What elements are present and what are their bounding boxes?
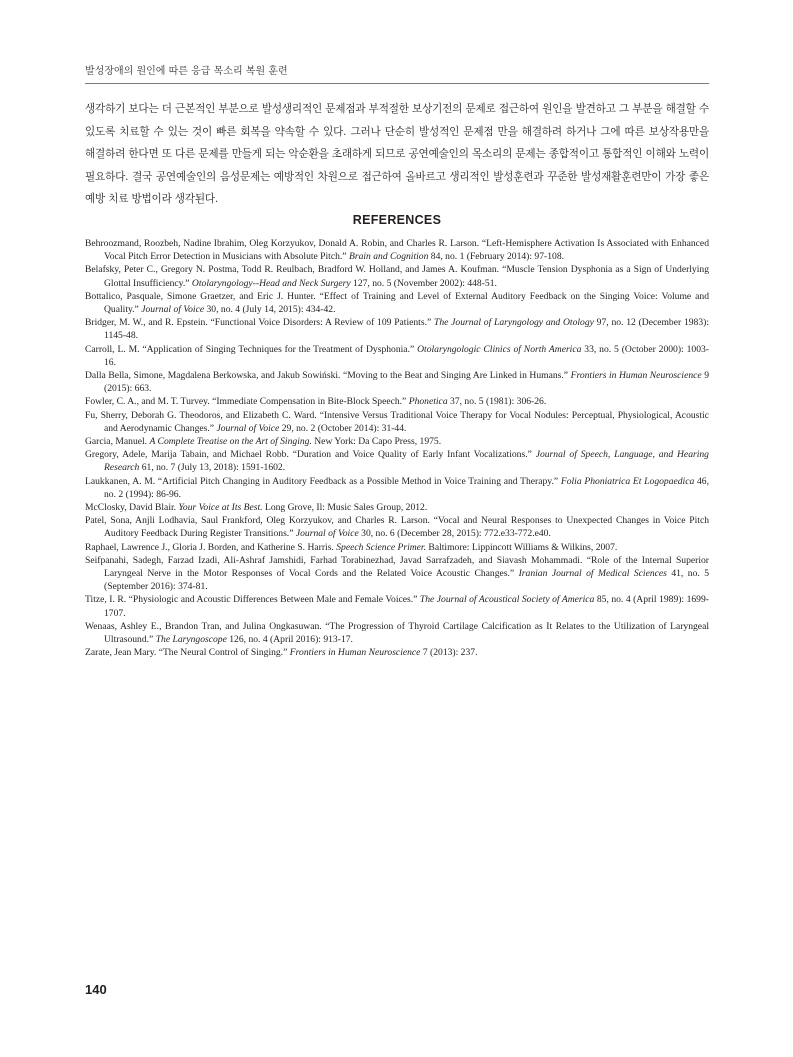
reference-citation-details: 30, no. 4 (July 14, 2015): 434-42. [204,304,336,316]
reference-entry [85,501,709,514]
reference-citation-details: Baltimore: Lippincott Williams & Wilkins, 2007. [426,541,618,553]
reference-entry [85,475,709,501]
reference-text: Titze, I. R. “Physiologic and Acoustic Differences Between Male and Female Voices.” [85,594,420,606]
reference-citation-details: 7 (2013): 237. [420,647,478,659]
reference-entry [85,409,709,435]
reference-text: Behroozmand, Roozbeh, Nadine Ibrahim, Oleg Korzyukov, Donald A. Robin, and Charles R. Larson. “Left-Hemisphere Activation Is Associated with Enhanced Vocal Pitch Error Detection in Musicians with Absolute Pitch.” [85,238,709,263]
reference-citation-details: New York: Da Capo Press, 1975. [311,436,442,448]
body-paragraph: 생각하기 보다는 더 근본적인 부분으로 발성생리적인 문제점과 부적절한 보상기전의 문제로 접근하여 원인을 발견하고 그 부분을 해결할 수 있도록 치료할 수 있는 것이 빠른 회복을 약속할 수 있다. 그러나 단순히 발성적인 문제점 만을 해결하려 하거나 그에 따른 보상작용만을 해결하려 한다면 또 다른 문제를 만들게 되는 악순환을 초래하게 되므로 공연예술인의 목소리의 문제는 종합적이고 통합적인 이해와 노력이 필요하다. 결국 공연예술인의 음성문제는 예방적인 차원으로 접근하여 올바르고 생리적인 발성훈련과 꾸준한 발성재활훈련만이 가장 좋은 예방 치료 방법이라 생각된다. [85,103,709,205]
reference-text: Patel, Sona, Anjli Lodhavia, Saul Frankford, Oleg Korzyukov, and Charles R. Larson. “Vocal and Neural Responses to Unexpected Changes in Voice Pitch Auditory Feedback During Register Transitions.” [85,515,709,540]
reference-source-title: Journal of Voice [295,528,359,540]
reference-source-title: Folia Phoniatrica Et Logopaedica [560,475,695,487]
reference-citation-details: Long Grove, Il: Music Sales Group, 2012. [262,502,428,514]
reference-source-title: Phonetica [408,396,448,408]
reference-entry [85,290,709,316]
reference-source-title: Otolaryngology--Head and Neck Surgery [191,277,351,289]
reference-entry [85,435,709,448]
reference-text: Bridger, M. W., and R. Epstein. “Functional Voice Disorders: A Review of 109 Patients.” [85,317,435,329]
reference-source-title: The Journal of Acoustical Society of America [419,594,595,606]
reference-text: Fu, Sherry, Deborah G. Theodoros, and Elizabeth C. Ward. “Intensive Versus Traditional Voice Therapy for Vocal Nodules: Perceptual, Physiological, Acoustic and Aerodynamic Changes.” [85,409,709,434]
reference-citation-details: 46, no. 2 (1994): 86-96. [104,475,710,500]
reference-entry [85,646,709,659]
reference-citation-details: 126, no. 4 (April 2016): 913-17. [226,634,353,646]
reference-source-title: A Complete Treatise on the Art of Singing. [149,436,312,448]
reference-source-title: Frontiers in Human Neuroscience [570,370,702,382]
reference-text: Belafsky, Peter C., Gregory N. Postma, Todd R. Reulbach, Bradford W. Holland, and James A. Koufman. “Muscle Tension Dysphonia as a Sign of Underlying Glottal Insufficiency.” [85,264,709,289]
reference-citation-details: 127, no. 5 (November 2002): 448-51. [350,277,497,289]
reference-source-title: The Journal of Laryngology and Otology [434,317,594,329]
reference-entry [85,343,709,369]
reference-citation-details: 30, no. 6 (December 28, 2015): 772.e33-772.e40. [358,528,551,540]
reference-text: Carroll, L. M. “Application of Singing Techniques for the Treatment of Dysphonia.” [85,343,418,355]
reference-citation-details: 84, no. 1 (February 2014): 97-108. [428,251,565,263]
reference-text: Laukkanen, A. M. “Artificial Pitch Changing in Auditory Feedback as a Possible Method in Voice Training and Therapy.” [85,475,561,487]
reference-entry [85,369,709,395]
reference-text: Zarate, Jean Mary. “The Neural Control of Singing.” [85,647,290,659]
reference-entry [85,395,709,408]
reference-text: Dalla Bella, Simone, Magdalena Berkowska, and Jakub Sowiński. “Moving to the Beat and Singing Are Linked in Humans.” [85,370,571,382]
reference-entry [85,541,709,554]
reference-entry [85,237,709,263]
reference-text: Seifpanahi, Sadegh, Farzad Izadi, Ali-Ashraf Jamshidi, Farhad Torabinezhad, Javad Sarrafzadeh, and Siavash Mohammadi. “Role of the Internal Superior Laryngeal Nerve in the Motor Responses of Vocal Cords and the Related Voice Acoustic Changes.” [85,554,709,580]
reference-citation-details: 29, no. 2 (October 2014): 31-44. [279,422,407,434]
reference-text: Raphael, Lawrence J., Gloria J. Borden, and Katherine S. Harris. [85,541,337,553]
reference-source-title: Journal of Voice [141,304,205,316]
reference-text: Fowler, C. A., and M. T. Turvey. “Immediate Compensation in Bite-Block Speech.” [85,396,409,408]
reference-source-title: Iranian Journal of Medical Sciences [518,568,667,580]
reference-entry [85,620,709,646]
reference-text: Wenaas, Ashley E., Brandon Tran, and Julina Ongkasuwan. “The Progression of Thyroid Cartilage Calcification as It Relates to the Utilization of Laryngeal Ultrasound.” [85,620,709,646]
reference-text: McClosky, David Blair. [85,502,179,514]
reference-source-title: Brain and Cognition [348,251,429,263]
reference-source-title: Frontiers in Human Neuroscience [289,647,421,659]
reference-source-title: Speech Science Primer. [336,541,427,553]
reference-source-title: The Laryngoscope [155,634,227,646]
reference-entry [85,263,709,289]
reference-source-title: Your Voice at Its Best. [178,502,263,514]
reference-citation-details: 97, no. 12 (December 1983): 1145-48. [104,317,709,342]
page-number: 140 [85,982,107,997]
reference-citation-details: 9 (2015): 663. [104,370,709,395]
reference-text: Bottalico, Pasquale, Simone Graetzer, and Eric J. Hunter. “Effect of Training and Level of External Auditory Feedback on the Singing Voice: Volume and Quality.” [85,290,709,316]
running-header: 발성장애의 원인에 따른 응급 목소리 복원 훈련 [85,62,709,84]
reference-entry [85,593,709,619]
reference-entry [85,448,709,474]
references-heading: REFERENCES [352,213,442,227]
reference-list [85,237,709,660]
reference-entry [85,316,709,342]
reference-text: Garcia, Manuel. [85,436,150,448]
reference-text: Gregory, Adele, Marija Tabain, and Michael Robb. “Duration and Voice Quality of Early Infant Vocalizations.” [85,449,536,461]
reference-source-title: Journal of Speech, Language, and Hearing Research [104,449,709,474]
reference-citation-details: 85, no. 4 (April 1989): 1699-1707. [104,594,709,619]
reference-citation-details: 61, no. 7 (July 13, 2018): 1591-1602. [139,462,286,474]
reference-source-title: Otolaryngologic Clinics of North America [417,343,582,355]
reference-citation-details: 37, no. 5 (1981): 306-26. [447,396,547,408]
reference-entry [85,554,709,594]
reference-citation-details: 41, no. 5 (September 2016): 374-81. [104,568,709,593]
reference-entry [85,514,709,540]
reference-source-title: Journal of Voice [216,422,280,434]
reference-citation-details: 33, no. 5 (October 2000): 1003-16. [104,343,709,368]
